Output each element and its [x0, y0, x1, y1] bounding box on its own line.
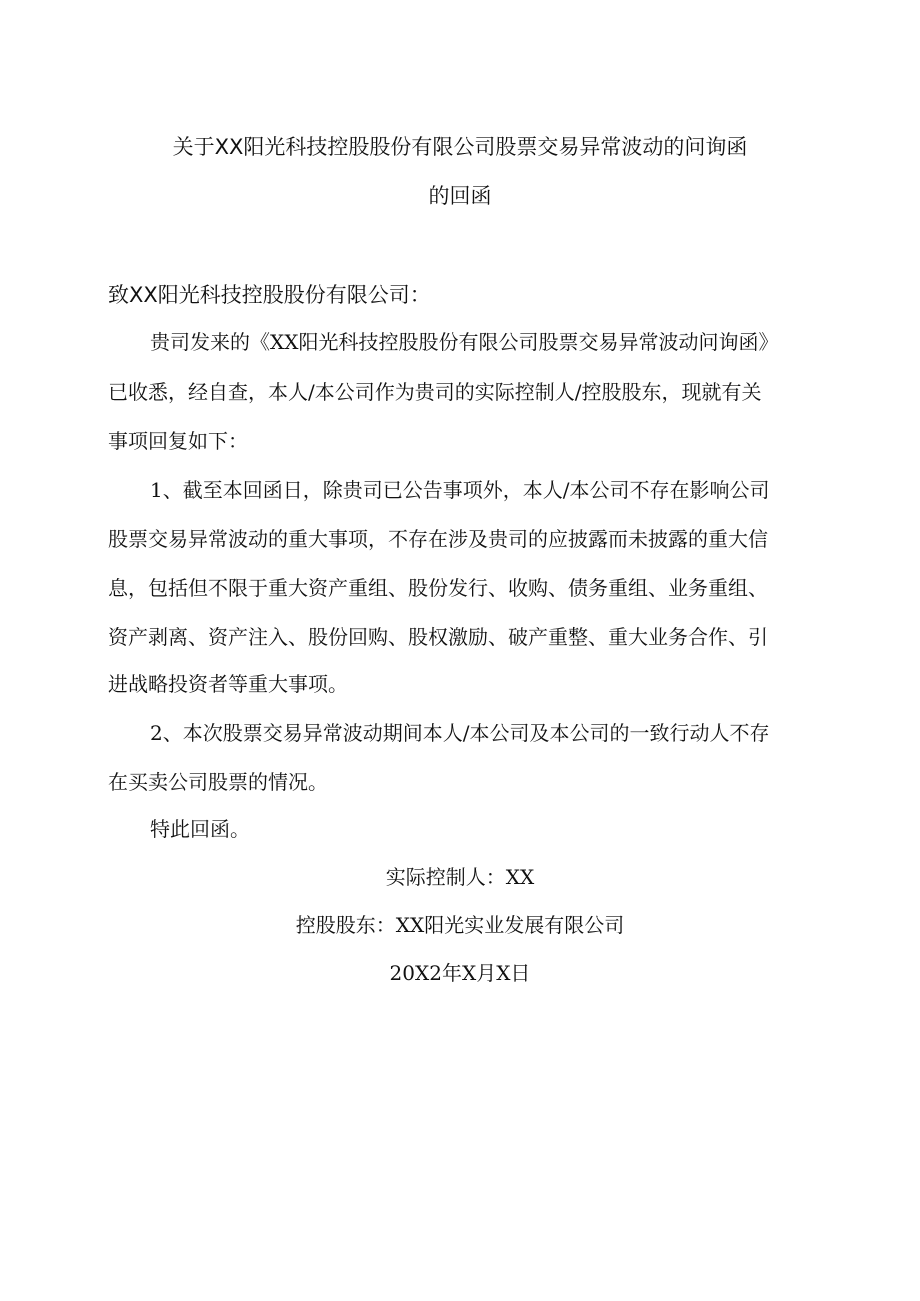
item2-line-2: 在买卖公司股票的情况。: [108, 770, 328, 794]
intro-line-2: 已收悉，经自查，本人/本公司作为贵司的实际控制人/控股股东，现就有关: [108, 380, 762, 404]
document-title-line-1: 关于XX阳光科技控股股份有限公司股票交易异常波动的问询函: [172, 135, 748, 159]
item1-line-1: 1、截至本回函日，除贵司已公告事项外，本人/本公司不存在影响公司: [150, 478, 770, 502]
item1-line-4: 资产剥离、资产注入、股份回购、股权激励、破产重整、重大业务合作、引: [108, 625, 768, 649]
document-title-line-2: 的回函: [428, 184, 492, 208]
signature-controller: 实际控制人：XX: [385, 865, 535, 889]
intro-line-3: 事项回复如下：: [108, 429, 248, 453]
salutation: 致XX阳光科技控股股份有限公司：: [108, 283, 431, 307]
item1-line-5: 进战略投资者等重大事项。: [108, 672, 348, 696]
item2-line-1: 2、本次股票交易异常波动期间本人/本公司及本公司的一致行动人不存: [150, 721, 770, 745]
signature-shareholder: 控股股东：XX阳光实业发展有限公司: [295, 913, 625, 937]
signature-date: 20X2年X月X日: [389, 961, 531, 985]
closing-line: 特此回函。: [150, 817, 250, 841]
item1-line-3: 息，包括但不限于重大资产重组、股份发行、收购、债务重组、业务重组、: [108, 576, 768, 600]
intro-line-1: 贵司发来的《XX阳光科技控股股份有限公司股票交易异常波动问询函》: [150, 330, 779, 354]
item1-line-2: 股票交易异常波动的重大事项，不存在涉及贵司的应披露而未披露的重大信: [108, 527, 768, 551]
